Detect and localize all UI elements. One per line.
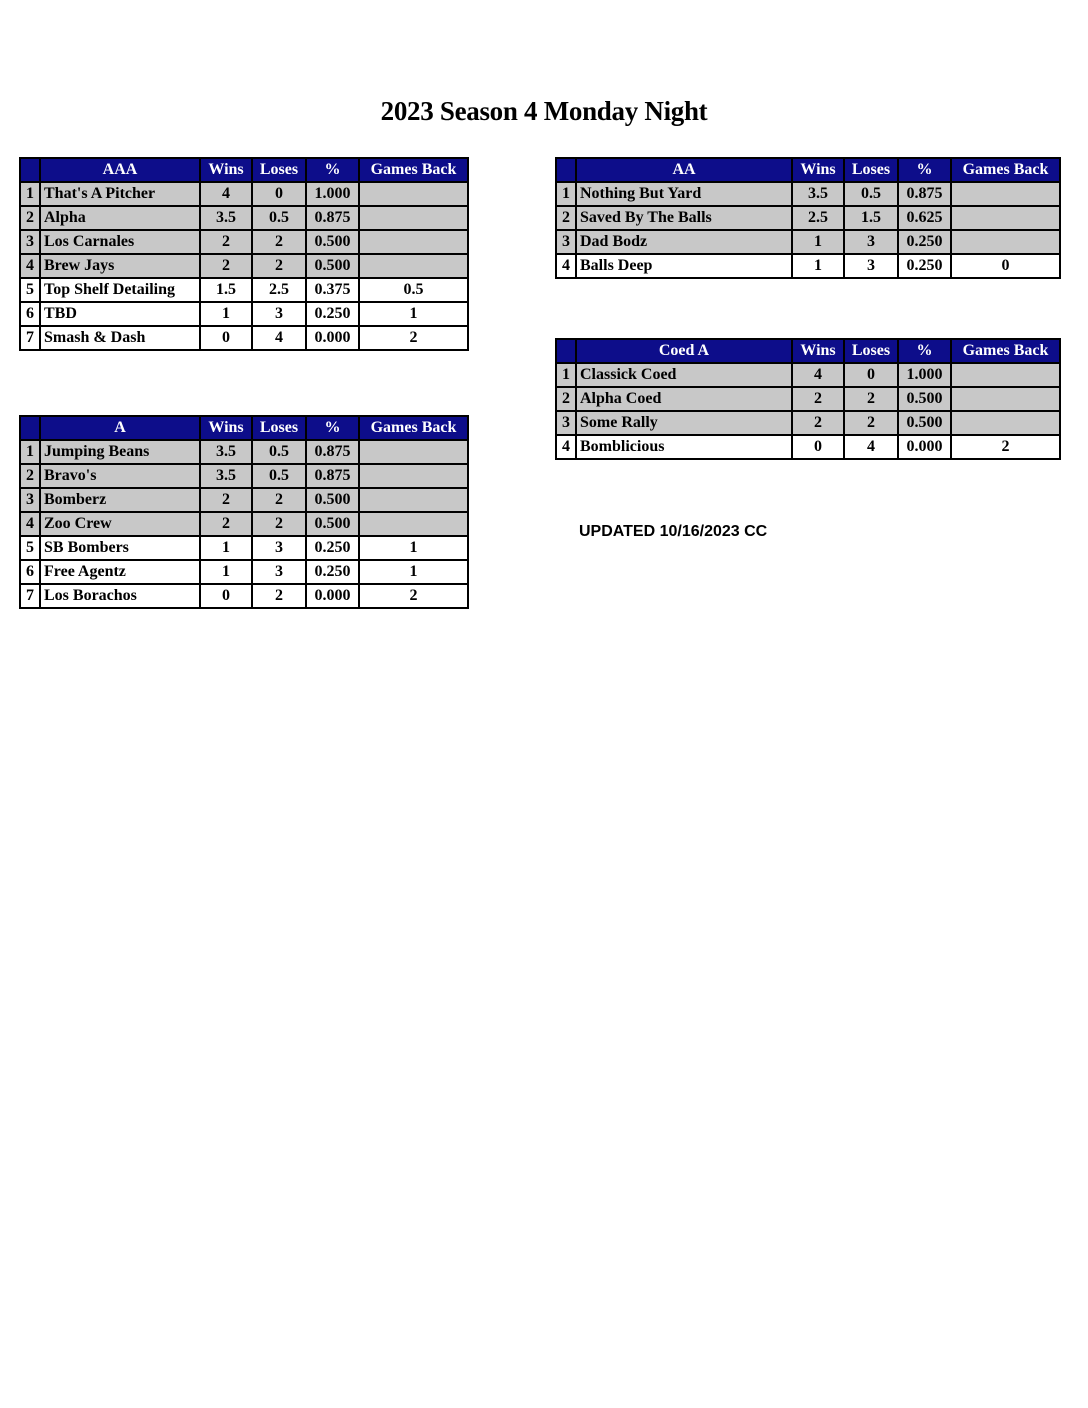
rank-cell: 5: [20, 278, 40, 302]
rank-header: [556, 158, 576, 182]
wins-cell: 2: [200, 488, 252, 512]
table-row: [20, 206, 468, 230]
pct-cell: 0.000: [306, 584, 359, 608]
rank-cell: 2: [20, 464, 40, 488]
updated-note: UPDATED 10/16/2023 CC: [579, 523, 768, 540]
pct-cell: 0.250: [306, 560, 359, 584]
wins-cell: 2: [200, 230, 252, 254]
table-header-row: [556, 339, 1060, 363]
games-back-cell: 2: [359, 584, 468, 608]
loses-cell: 1.5: [844, 206, 898, 230]
rank-cell: 3: [556, 411, 576, 435]
division-name-header: AAA: [40, 158, 200, 182]
pct-cell: 0.875: [306, 206, 359, 230]
loses-cell: 2: [252, 488, 306, 512]
pct-cell: 0.500: [306, 488, 359, 512]
wins-header: Wins: [792, 339, 844, 363]
games-back-cell: [359, 464, 468, 488]
wins-cell: 3.5: [200, 440, 252, 464]
team-cell: Balls Deep: [576, 254, 792, 278]
loses-cell: 2: [252, 254, 306, 278]
wins-cell: 2.5: [792, 206, 844, 230]
rank-cell: 5: [20, 536, 40, 560]
loses-cell: 2: [844, 411, 898, 435]
games-back-cell: [359, 254, 468, 278]
table-row: [556, 254, 1060, 278]
table-row: [20, 326, 468, 350]
rank-header: [20, 416, 40, 440]
rank-cell: 2: [556, 387, 576, 411]
team-cell: SB Bombers: [40, 536, 200, 560]
games-back-cell: [951, 387, 1060, 411]
loses-cell: 2.5: [252, 278, 306, 302]
games-back-cell: [359, 488, 468, 512]
loses-cell: 0: [252, 182, 306, 206]
loses-cell: 0.5: [252, 440, 306, 464]
rank-cell: 1: [556, 363, 576, 387]
games-back-cell: [359, 206, 468, 230]
pct-cell: 0.250: [306, 302, 359, 326]
pct-cell: 0.250: [306, 536, 359, 560]
pct-cell: 0.625: [898, 206, 951, 230]
games-back-cell: 2: [951, 435, 1060, 459]
team-cell: Saved By The Balls: [576, 206, 792, 230]
wins-cell: 4: [792, 363, 844, 387]
standings-table-aaa: [19, 157, 469, 351]
rank-cell: 2: [556, 206, 576, 230]
table-row: [556, 182, 1060, 206]
loses-header: Loses: [252, 158, 306, 182]
team-cell: Dad Bodz: [576, 230, 792, 254]
games-back-cell: 1: [359, 560, 468, 584]
pct-cell: 0.875: [306, 464, 359, 488]
team-cell: That's A Pitcher: [40, 182, 200, 206]
wins-cell: 0: [200, 584, 252, 608]
wins-cell: 0: [792, 435, 844, 459]
games-back-header: Games Back: [359, 416, 468, 440]
table-row: [556, 363, 1060, 387]
table-row: [20, 464, 468, 488]
team-cell: Brew Jays: [40, 254, 200, 278]
table-row: [20, 488, 468, 512]
table-row: [20, 536, 468, 560]
pct-cell: 0.500: [898, 411, 951, 435]
games-back-cell: [359, 512, 468, 536]
standings-table-coed-a: [555, 338, 1061, 460]
rank-cell: 7: [20, 584, 40, 608]
pct-header: %: [306, 416, 359, 440]
loses-cell: 0.5: [844, 182, 898, 206]
table-row: [20, 230, 468, 254]
games-back-cell: 2: [359, 326, 468, 350]
table-header-row: [20, 416, 468, 440]
team-cell: Classick Coed: [576, 363, 792, 387]
loses-cell: 3: [252, 302, 306, 326]
pct-header: %: [306, 158, 359, 182]
wins-header: Wins: [200, 416, 252, 440]
rank-cell: 6: [20, 560, 40, 584]
table-row: [20, 302, 468, 326]
rank-cell: 7: [20, 326, 40, 350]
rank-cell: 4: [556, 435, 576, 459]
pct-cell: 0.000: [898, 435, 951, 459]
division-name-header: A: [40, 416, 200, 440]
games-back-header: Games Back: [951, 158, 1060, 182]
team-cell: Top Shelf Detailing: [40, 278, 200, 302]
loses-cell: 3: [844, 254, 898, 278]
rank-cell: 4: [556, 254, 576, 278]
table-row: [556, 230, 1060, 254]
games-back-cell: 1: [359, 536, 468, 560]
pct-cell: 0.875: [898, 182, 951, 206]
table-row: [20, 182, 468, 206]
table-row: [20, 278, 468, 302]
pct-cell: 0.500: [306, 512, 359, 536]
pct-cell: 0.250: [898, 230, 951, 254]
loses-cell: 0: [844, 363, 898, 387]
wins-cell: 4: [200, 182, 252, 206]
team-cell: Los Carnales: [40, 230, 200, 254]
team-cell: Alpha: [40, 206, 200, 230]
games-back-header: Games Back: [359, 158, 468, 182]
games-back-cell: 0.5: [359, 278, 468, 302]
table-row: [20, 440, 468, 464]
wins-cell: 2: [200, 512, 252, 536]
team-cell: Jumping Beans: [40, 440, 200, 464]
standings-table-aa: [555, 157, 1061, 279]
pct-cell: 1.000: [898, 363, 951, 387]
page-title: 2023 Season 4 Monday Night: [380, 96, 708, 126]
rank-header: [20, 158, 40, 182]
division-name-header: Coed A: [576, 339, 792, 363]
loses-cell: 3: [252, 560, 306, 584]
wins-cell: 3.5: [792, 182, 844, 206]
team-cell: Smash & Dash: [40, 326, 200, 350]
loses-cell: 3: [844, 230, 898, 254]
table-row: [20, 584, 468, 608]
table-row: [556, 435, 1060, 459]
standings-table-a: [19, 415, 469, 609]
wins-cell: 1: [200, 560, 252, 584]
pct-cell: 0.375: [306, 278, 359, 302]
pct-cell: 0.500: [306, 254, 359, 278]
wins-cell: 1: [200, 536, 252, 560]
loses-header: Loses: [844, 158, 898, 182]
games-back-cell: 0: [951, 254, 1060, 278]
rank-header: [556, 339, 576, 363]
rank-cell: 3: [20, 230, 40, 254]
team-cell: Bravo's: [40, 464, 200, 488]
team-cell: Zoo Crew: [40, 512, 200, 536]
wins-cell: 2: [792, 411, 844, 435]
pct-cell: 0.875: [306, 440, 359, 464]
games-back-cell: [359, 440, 468, 464]
team-cell: Alpha Coed: [576, 387, 792, 411]
rank-cell: 3: [556, 230, 576, 254]
wins-header: Wins: [200, 158, 252, 182]
division-name-header: AA: [576, 158, 792, 182]
games-back-cell: [951, 230, 1060, 254]
team-cell: Bomblicious: [576, 435, 792, 459]
table-row: [556, 206, 1060, 230]
loses-cell: 3: [252, 536, 306, 560]
games-back-cell: [359, 230, 468, 254]
table-row: [20, 560, 468, 584]
loses-header: Loses: [844, 339, 898, 363]
pct-cell: 0.500: [306, 230, 359, 254]
pct-header: %: [898, 158, 951, 182]
team-cell: Some Rally: [576, 411, 792, 435]
pct-cell: 0.250: [898, 254, 951, 278]
rank-cell: 1: [556, 182, 576, 206]
pct-cell: 0.500: [898, 387, 951, 411]
table-row: [20, 512, 468, 536]
games-back-cell: [951, 411, 1060, 435]
wins-cell: 0: [200, 326, 252, 350]
table-header-row: [556, 158, 1060, 182]
wins-header: Wins: [792, 158, 844, 182]
loses-cell: 2: [252, 584, 306, 608]
pct-header: %: [898, 339, 951, 363]
wins-cell: 1.5: [200, 278, 252, 302]
rank-cell: 1: [20, 182, 40, 206]
games-back-header: Games Back: [951, 339, 1060, 363]
games-back-cell: [359, 182, 468, 206]
games-back-cell: [951, 182, 1060, 206]
rank-cell: 1: [20, 440, 40, 464]
loses-header: Loses: [252, 416, 306, 440]
table-row: [556, 387, 1060, 411]
rank-cell: 3: [20, 488, 40, 512]
team-cell: Nothing But Yard: [576, 182, 792, 206]
rank-cell: 4: [20, 512, 40, 536]
wins-cell: 2: [792, 387, 844, 411]
games-back-cell: 1: [359, 302, 468, 326]
wins-cell: 1: [200, 302, 252, 326]
team-cell: Free Agentz: [40, 560, 200, 584]
table-row: [20, 254, 468, 278]
loses-cell: 2: [252, 230, 306, 254]
team-cell: TBD: [40, 302, 200, 326]
wins-cell: 3.5: [200, 464, 252, 488]
games-back-cell: [951, 363, 1060, 387]
rank-cell: 6: [20, 302, 40, 326]
pct-cell: 1.000: [306, 182, 359, 206]
wins-cell: 2: [200, 254, 252, 278]
table-row: [556, 411, 1060, 435]
loses-cell: 4: [844, 435, 898, 459]
rank-cell: 4: [20, 254, 40, 278]
team-cell: Bomberz: [40, 488, 200, 512]
loses-cell: 4: [252, 326, 306, 350]
loses-cell: 2: [252, 512, 306, 536]
rank-cell: 2: [20, 206, 40, 230]
loses-cell: 2: [844, 387, 898, 411]
loses-cell: 0.5: [252, 206, 306, 230]
pct-cell: 0.000: [306, 326, 359, 350]
team-cell: Los Borachos: [40, 584, 200, 608]
wins-cell: 1: [792, 230, 844, 254]
wins-cell: 3.5: [200, 206, 252, 230]
table-header-row: [20, 158, 468, 182]
wins-cell: 1: [792, 254, 844, 278]
loses-cell: 0.5: [252, 464, 306, 488]
games-back-cell: [951, 206, 1060, 230]
